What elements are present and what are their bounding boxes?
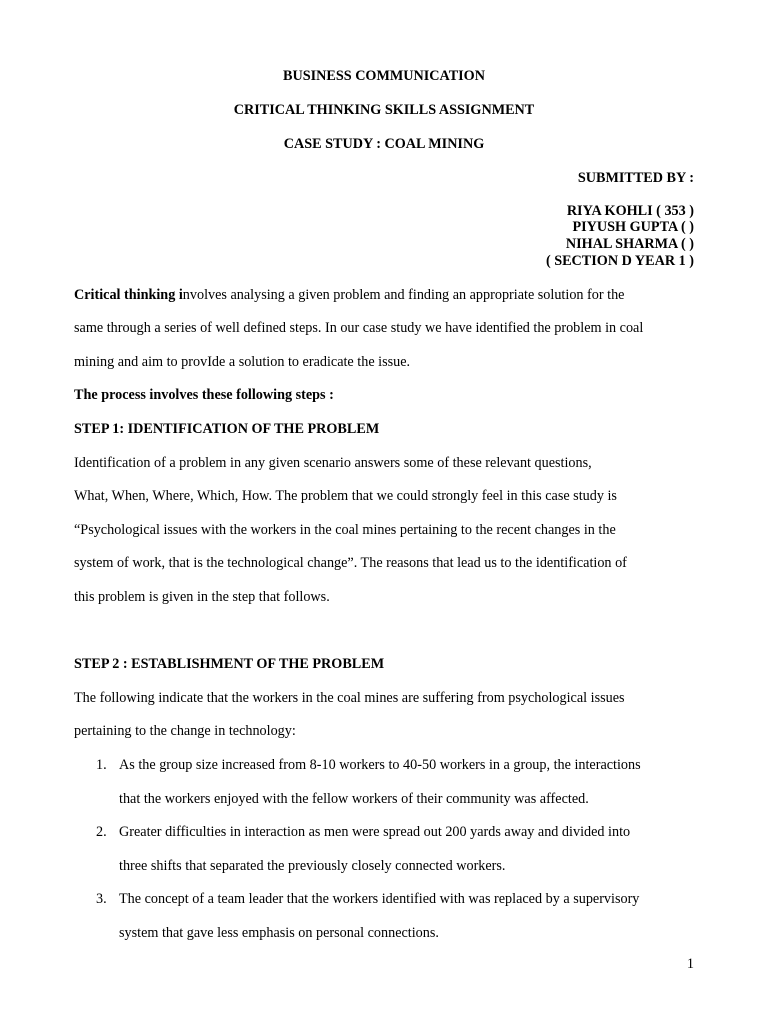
- step1-line: What, When, Where, Which, How. The problem that we could strongly feel in this case study is: [74, 488, 617, 504]
- list-item-text: three shifts that separated the previously closely connected workers.: [119, 858, 506, 874]
- step1-heading: STEP 1: IDENTIFICATION OF THE PROBLEM: [74, 421, 380, 437]
- intro-lead-bold: Critical thinking i: [74, 287, 183, 303]
- page-number: 1: [686, 956, 694, 972]
- list-item-text: Greater difficulties in interaction as men were spread out 200 yards away and divided into: [119, 824, 631, 840]
- member-2: PIYUSH GUPTA ( ): [572, 219, 694, 235]
- list-item-text: As the group size increased from 8-10 workers to 40-50 workers in a group, the interactions: [119, 757, 641, 773]
- step2-line: pertaining to the change in technology:: [74, 723, 296, 739]
- list-item-text: that the workers enjoyed with the fellow workers of their community was affected.: [119, 791, 589, 807]
- step2-heading: STEP 2 : ESTABLISHMENT OF THE PROBLEM: [74, 656, 385, 672]
- step1-line: Identification of a problem in any given scenario answers some of these relevant questions,: [74, 455, 592, 471]
- list-item-number: 3.: [96, 891, 107, 907]
- section-info: ( SECTION D YEAR 1 ): [545, 253, 694, 269]
- step1-line: this problem is given in the step that follows.: [74, 589, 330, 605]
- list-item-number: 1.: [96, 757, 107, 773]
- intro-line-1: [74, 287, 624, 304]
- process-heading: The process involves these following steps :: [74, 387, 334, 403]
- assignment-title: CRITICAL THINKING SKILLS ASSIGNMENT: [233, 102, 535, 118]
- intro-line-3: mining and aim to provIde a solution to eradicate the issue.: [74, 354, 411, 370]
- intro-line-1-rest: nvolves analysing a given problem and finding an appropriate solution for the: [182, 287, 625, 303]
- step1-line: system of work, that is the technological change”. The reasons that lead us to the identification of: [74, 555, 627, 571]
- member-1: RIYA KOHLI ( 353 ): [566, 203, 694, 219]
- step2-line: The following indicate that the workers in the coal mines are suffering from psychological issues: [74, 690, 625, 706]
- list-item-text: The concept of a team leader that the workers identified with was replaced by a supervisory: [119, 891, 640, 907]
- list-item-text: system that gave less emphasis on personal connections.: [119, 925, 439, 941]
- member-3: NIHAL SHARMA ( ): [565, 236, 694, 252]
- step1-line: “Psychological issues with the workers in the coal mines pertaining to the recent changes in the: [74, 522, 616, 538]
- course-title: BUSINESS COMMUNICATION: [283, 68, 485, 84]
- intro-line-2: same through a series of well defined steps. In our case study we have identified the problem in coal: [74, 320, 644, 336]
- submitted-by-label: SUBMITTED BY :: [577, 170, 694, 186]
- case-study-title: CASE STUDY : COAL MINING: [283, 136, 485, 152]
- list-item-number: 2.: [96, 824, 107, 840]
